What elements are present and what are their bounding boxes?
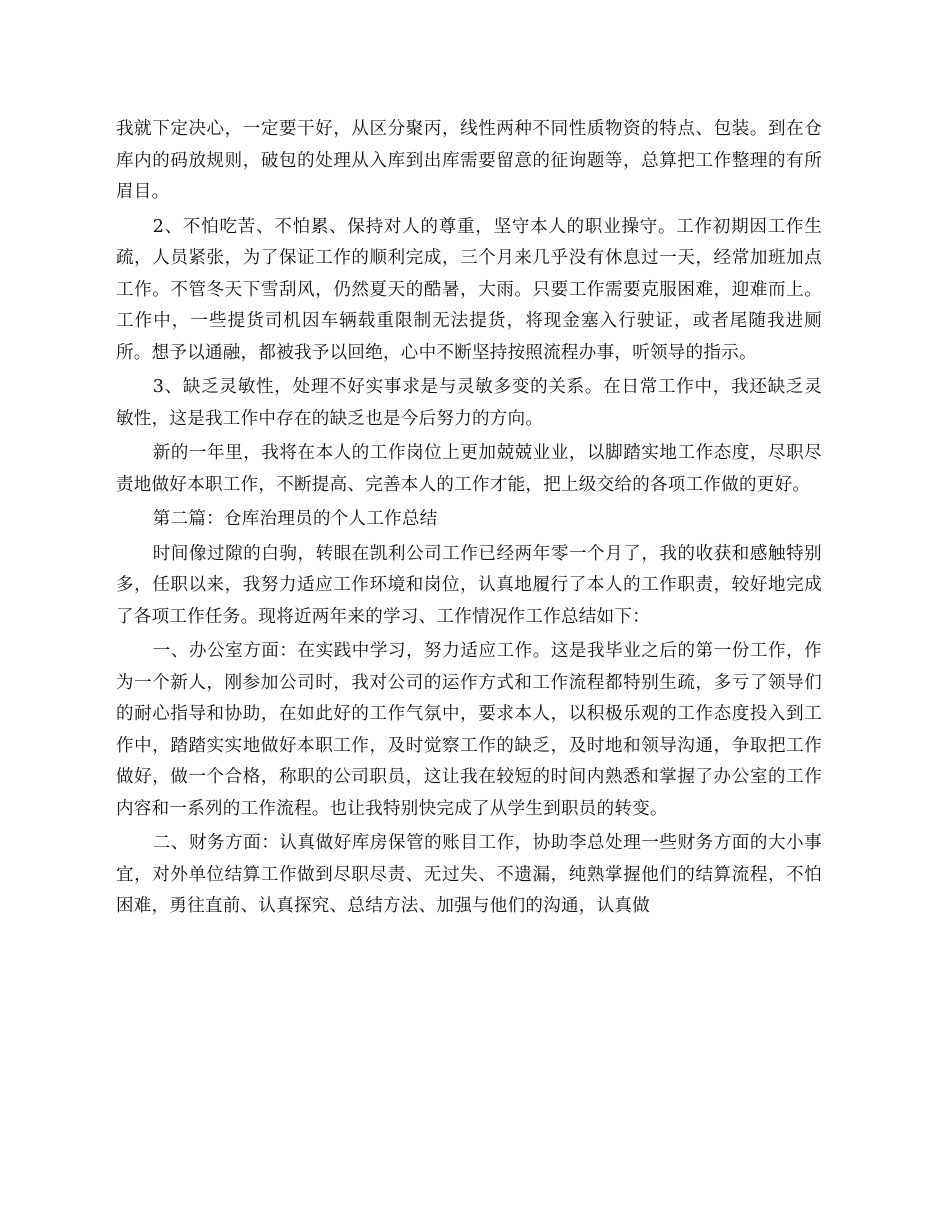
section-heading: 第二篇：仓库治理员的个人工作总结	[152, 509, 438, 529]
paragraph-point-2: 2、不怕吃苦、不怕累、保持对人的尊重，坚守本人的职业操守。工作初期因工作生疏，人员紧张，为了保证工作的顺利完成，三个月来几乎没有休息过一天，经常加班加点工作。不管冬天下雪刮风，仍然夏天的酷暑，大雨。只要工作需要克服困难，迎难而上。工作中，一些提货司机因车辆载重限制无法提货，将现金塞入行驶证，或者尾随我进厕所。想予以通融，都被我予以回绝，心中不断坚持按照流程办事，听领导的指示。	[116, 216, 822, 363]
paragraph-point-3: 3、缺乏灵敏性，处理不好实事求是与灵敏多变的关系。在日常工作中，我还缺乏灵敏性，这是我工作中存在的缺乏也是今后努力的方向。	[116, 377, 822, 429]
paragraph-new-year: 新的一年里，我将在本人的工作岗位上更加兢兢业业，以脚踏实地工作态度，尽职尽责地做好本职工作，不断提高、完善本人的工作才能，把上级交给的各项工作做的更好。	[116, 443, 822, 495]
paragraph-intro: 时间像过隙的白驹，转眼在凯利公司工作已经两年零一个月了，我的收获和感触特别多，任职以来，我努力适应工作环境和岗位，认真地履行了本人的工作职责，较好地完成了各项工作任务。现将近两年来的学习、工作情况作工作总结如下：	[116, 543, 822, 627]
paragraph-office: 一、办公室方面：在实践中学习，努力适应工作。这是我毕业之后的第一份工作，作为一个新人，刚参加公司时，我对公司的运作方式和工作流程都特别生疏，多亏了领导们的耐心指导和协助，在如此好的工作气氛中，要求本人，以积极乐观的工作态度投入到工作中，踏踏实实地做好本职工作，及时觉察工作的缺乏，及时地和领导沟通，争取把工作做好，做一个合格，称职的公司职员，这让我在较短的时间内熟悉和掌握了办公室的工作内容和一系列的工作流程。也让我特别快完成了从学生到职员的转变。	[116, 641, 822, 819]
document-page	[116, 114, 822, 923]
paragraph-continuation: 我就下定决心，一定要干好，从区分聚丙，线性两种不同性质物资的特点、包装。到在仓库内的码放规则，破包的处理从入库到出库需要留意的征询题等，总算把工作整理的有所眉目。	[116, 119, 822, 202]
paragraph-finance: 二、财务方面：认真做好库房保管的账目工作，协助李总处理一些财务方面的大小事宜，对外单位结算工作做到尽职尽责、无过失、不遗漏，纯熟掌握他们的结算流程，不怕困难，勇往直前、认真探究、总结方法、加强与他们的沟通，认真做	[116, 833, 822, 916]
